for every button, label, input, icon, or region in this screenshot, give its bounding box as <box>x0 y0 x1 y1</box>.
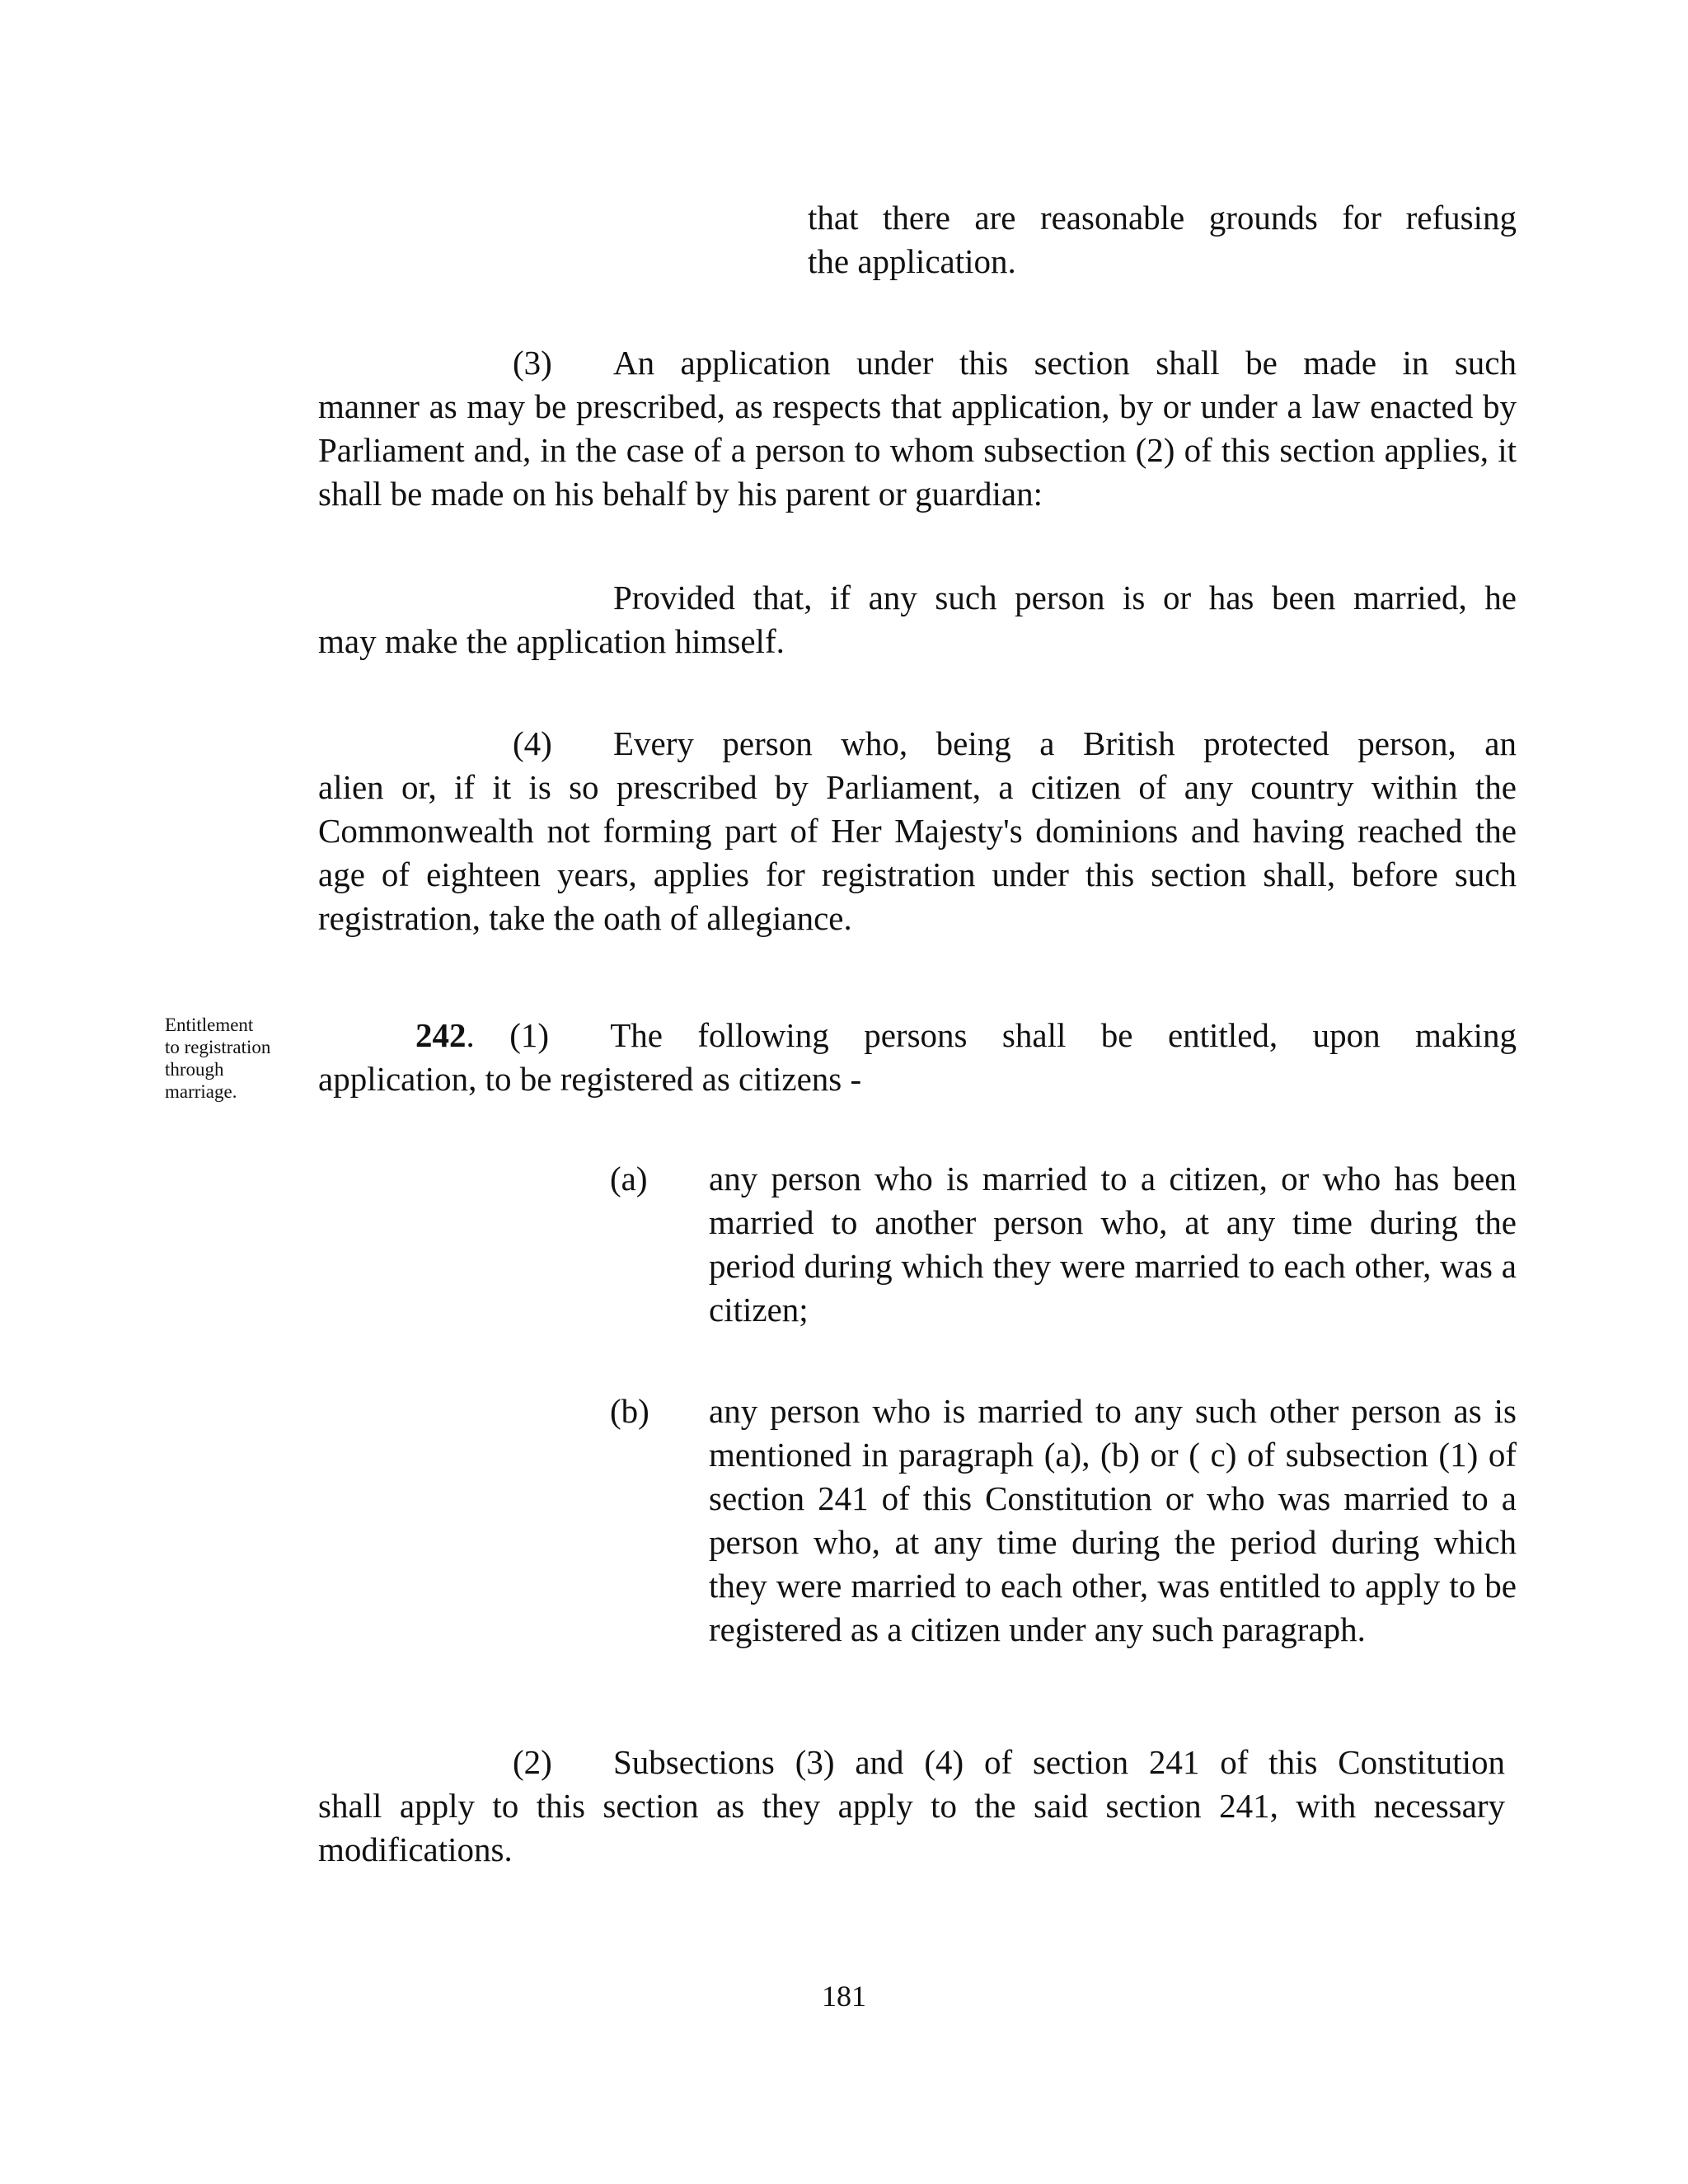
section-242-subsection-2-body: shall apply to this section as they apply to the said section 241, with necessary modifications. <box>318 1787 1505 1868</box>
proviso-body: may make the application himself. <box>318 622 785 660</box>
paragraph-b-text: any person who is married to any such other person as is mentioned in paragraph (a), (b) or ( c) of subsection (1) of section 241 of this Constitution or who was married to a person who, at any time during the period during which they were married to each other, was entitled to apply to be registered as a citizen under any such paragraph. <box>709 1392 1517 1648</box>
section-242-first-text: The following persons shall be entitled, upon making <box>610 1016 1517 1054</box>
continuation-line-1: that there are reasonable grounds for refusing <box>808 199 1517 237</box>
section-242-subsection-2 <box>318 1741 1505 1872</box>
section-242 <box>318 1014 1517 1101</box>
subsection-3-number: (3) <box>513 344 552 382</box>
proviso <box>318 576 1517 663</box>
continuation-line-2: the application. <box>808 242 1016 280</box>
paragraph-a-label: (a) <box>610 1160 648 1197</box>
section-242-dot: . <box>466 1016 510 1054</box>
section-242-subsection-2-number: (2) <box>513 1743 552 1781</box>
proviso-first-text: Provided that, if any such person is or has been married, he <box>613 579 1517 616</box>
section-242-first-line <box>318 1014 1517 1057</box>
section-242-body: application, to be registered as citizens - <box>318 1060 862 1098</box>
subsection-4-number: (4) <box>513 724 552 762</box>
section-242-subsection-2-first-line <box>318 1741 1505 1784</box>
subsection-4-body: alien or, if it is so prescribed by Parliament, a citizen of any country within the Commonwealth not forming part of Her Majesty's dominions and having reached the age of eighteen years, applies for registration under this section shall, before such registration, take the oath of allegiance. <box>318 768 1517 937</box>
proviso-first-line <box>318 576 1517 620</box>
subsection-4 <box>318 722 1517 940</box>
subsection-4-first-line <box>318 722 1517 766</box>
subsection-4-first-text: Every person who, being a British protected person, an <box>613 724 1517 762</box>
page-number: 181 <box>822 1980 866 2013</box>
paragraph-a-text: any person who is married to a citizen, or who has been married to another person who, at any time during the period during which they were married to each other, was a citizen; <box>709 1160 1517 1329</box>
subsection-3 <box>318 341 1517 516</box>
subsection-3-body: manner as may be prescribed, as respects that application, by or under a law enacted by Parliament and, in the case of a person to whom subsection (2) of this section applies, it shall be made on his behalf by his parent or guardian: <box>318 387 1517 513</box>
paragraph-b-label: (b) <box>610 1392 649 1430</box>
subsection-3-first-line <box>318 341 1517 385</box>
section-242-sub-number: (1) <box>509 1016 549 1054</box>
continuation-text <box>808 196 1517 284</box>
subsection-3-first-text: An application under this section shall be made in such <box>613 344 1517 382</box>
section-242-subsection-2-first-text: Subsections (3) and (4) of section 241 of this Constitution <box>613 1743 1505 1781</box>
section-242-number: 242 <box>415 1016 467 1054</box>
margin-note: Entitlement to registration through marriage. <box>165 1015 271 1102</box>
